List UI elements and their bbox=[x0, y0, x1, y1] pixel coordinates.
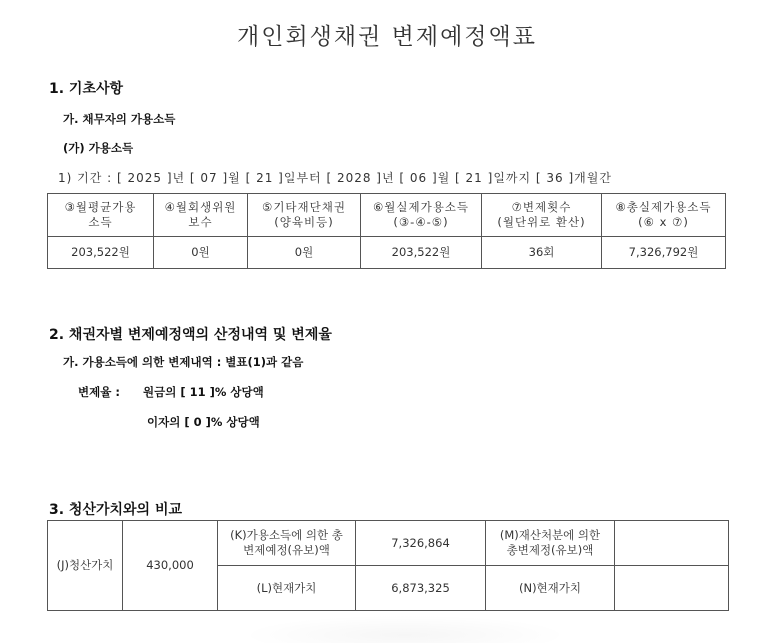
repayment-rate-label: 변제율 : bbox=[78, 385, 120, 399]
section1-heading: 1. 기초사항 bbox=[49, 81, 124, 97]
section2-sub-a: 가. 가용소득에 의한 변제내역 : 별표(1)과 같음 bbox=[63, 355, 304, 369]
income-table-value-row bbox=[48, 237, 726, 269]
income-table bbox=[47, 193, 726, 269]
value-other-claims: 0원 bbox=[248, 237, 361, 269]
section1-sub-a: 가. 채무자의 가용소득 bbox=[63, 112, 176, 126]
section2-heading: 2. 채권자별 변제예정액의 산정내역 및 변제율 bbox=[49, 327, 332, 343]
period-line: 1) 기간 : [ 2025 ]년 [ 07 ]월 [ 21 ]일부터 [ 2028 ]년 [ 06 ]월 [ 21 ]일까지 [ 36 ]개월간 bbox=[58, 171, 612, 185]
present-value-l-label: (L)현재가치 bbox=[218, 566, 356, 611]
asset-disposal-repayment-label: (M)재산처분에 의한 총변제정(유보)액 bbox=[486, 521, 615, 566]
header-trustee-fee: ④월회생위원 보수 bbox=[154, 194, 248, 237]
page-shadow bbox=[240, 615, 570, 643]
total-repayment-income-label: (K)가용소득에 의한 총 변제예정(유보)액 bbox=[218, 521, 356, 566]
value-trustee-fee: 0원 bbox=[154, 237, 248, 269]
present-value-n-value bbox=[615, 566, 729, 611]
document-title: 개인회생채권 변제예정액표 bbox=[237, 24, 537, 50]
value-monthly-avg-income: 203,522원 bbox=[48, 237, 154, 269]
income-table-header-row bbox=[48, 194, 726, 237]
header-total-actual-income: ⑧총실제가용소득 (⑥ x ⑦) bbox=[602, 194, 726, 237]
section3-heading: 3. 청산가치와의 비교 bbox=[49, 502, 182, 518]
liquidation-value-label: (J)청산가치 bbox=[48, 521, 123, 611]
value-repayment-count: 36회 bbox=[482, 237, 602, 269]
principal-rate-line: 원금의 [ 11 ]% 상당액 bbox=[143, 385, 264, 399]
present-value-n-label: (N)현재가치 bbox=[486, 566, 615, 611]
comparison-row-1 bbox=[48, 521, 729, 566]
header-actual-monthly-income: ⑥월실제가용소득 (③-④-⑤) bbox=[361, 194, 482, 237]
present-value-l-value: 6,873,325 bbox=[356, 566, 486, 611]
section1-sub-a1: (가) 가용소득 bbox=[63, 141, 134, 155]
total-repayment-income-value: 7,326,864 bbox=[356, 521, 486, 566]
value-total-actual-income: 7,326,792원 bbox=[602, 237, 726, 269]
header-monthly-avg-income: ③월평균가용 소득 bbox=[48, 194, 154, 237]
value-actual-monthly-income: 203,522원 bbox=[361, 237, 482, 269]
asset-disposal-repayment-value bbox=[615, 521, 729, 566]
interest-rate-line: 이자의 [ 0 ]% 상당액 bbox=[147, 415, 260, 429]
header-repayment-count: ⑦변제횟수 (월단위로 환산) bbox=[482, 194, 602, 237]
liquidation-value: 430,000 bbox=[123, 521, 218, 611]
header-other-claims: ⑤기타재단채권 (양육비등) bbox=[248, 194, 361, 237]
liquidation-comparison-table bbox=[47, 520, 729, 611]
